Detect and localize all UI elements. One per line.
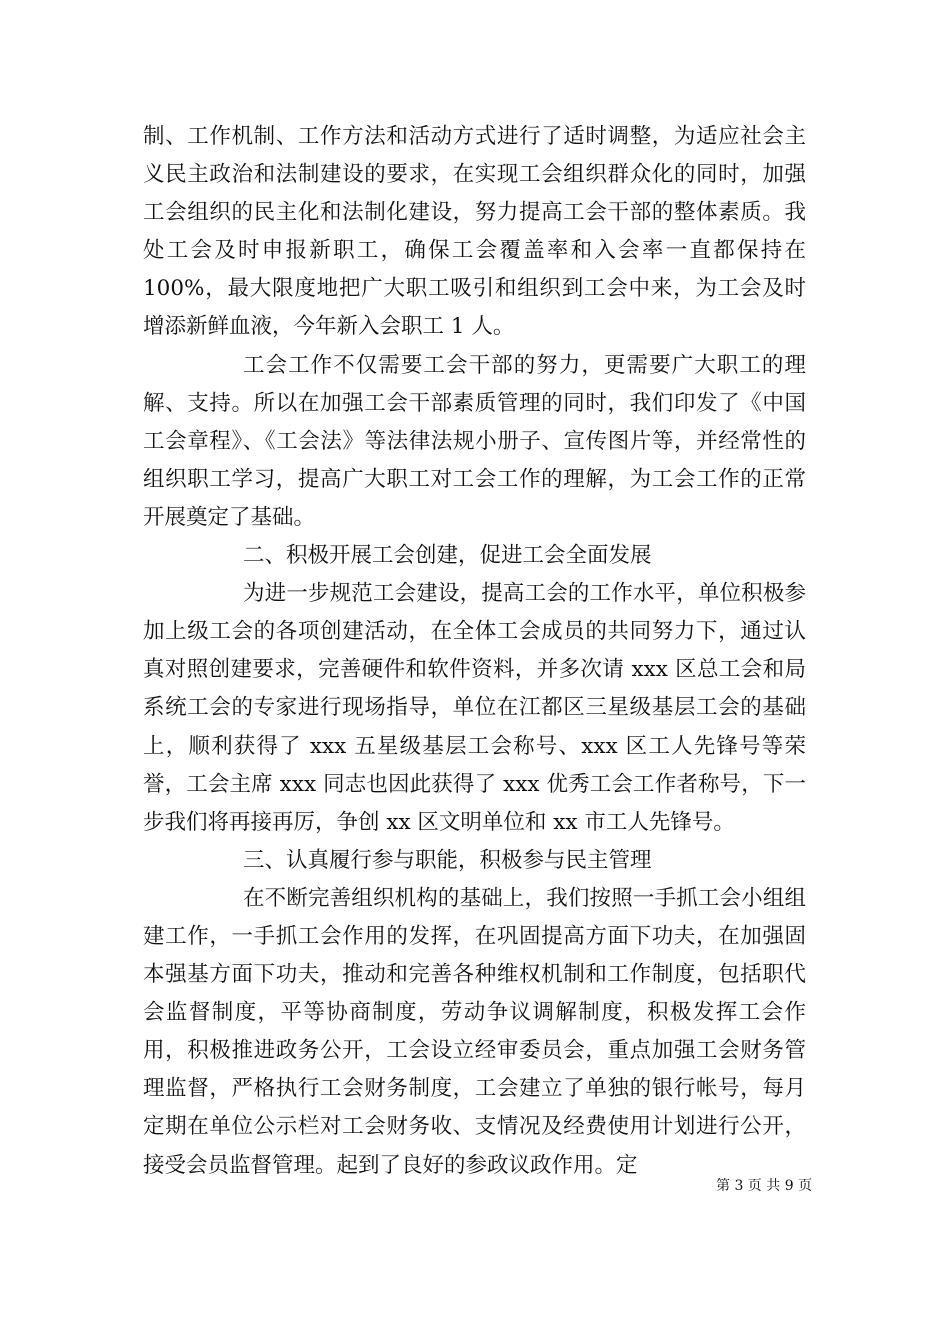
section-heading-2: 二、积极开展工会创建，促进工会全面发展 — [243, 543, 652, 569]
paragraph-democratic-management: 在不断完善组织机构的基础上，我们按照一手抓工会小组组建工作，一手抓工会作用的发挥，在巩固提高方面下功夫，在加强固本强基方面下功夫，推动和完善各种维权机制和工作制度，包括职代会监督制度，平等协商制度，劳动争议调解制度，积极发挥工会作用，积极推进政务公开，工会设立经审委员会，重点加强工会财务管理监督，严格执行工会财务制度，工会建立了单独的银行帐号，每月定期在单位公示栏对工会财务收、支情况及经费使用计划进行公开，接受会员监督管理。起到了良好的参政议政作用。定 — [143, 885, 806, 1178]
paragraph-union-support: 工会工作不仅需要工会干部的努力，更需要广大职工的理解、支持。所以在加强工会干部素质管理的同时，我们印发了《中国工会章程》、《工会法》等法律法规小册子、宣传图片等，并经常性的组织职工学习，提高广大职工对工会工作的理解，为工会工作的正常开展奠定了基础。 — [143, 352, 806, 530]
section-heading-3: 三、认真履行参与职能，积极参与民主管理 — [243, 847, 652, 873]
paragraph-continuation: 制、工作机制、工作方法和活动方式进行了适时调整，为适应社会主义民主政治和法制建设的要求，在实现工会组织群众化的同时，加强工会组织的民主化和法制化建设，努力提高工会干部的整体素质。我处工会及时申报新职工，确保工会覆盖率和入会率一直都保持在 100%，最大限度地把广大职工吸引和组织到工会中来，为工会及时增添新鲜血液，今年新入会职工 1 人。 — [143, 124, 806, 340]
page-number-footer: 第 3 页 共 9 页 — [716, 1178, 813, 1194]
paragraph-union-creation: 为进一步规范工会建设，提高工会的工作水平，单位积极参加上级工会的各项创建活动，在全体工会成员的共同努力下，通过认真对照创建要求，完善硬件和软件资料，并多次请 xxx 区总工会和局系统工会的专家进行现场指导，单位在江都区三星级基层工会的基础上，顺利获得了 xxx 五星级基层工会称号、xxx 区工人先锋号等荣誉，工会主席 xxx 同志也因此获得了 xxx 优秀工会工作者称号，下一步我们将再接再厉，争创 xx 区文明单位和 xx 市工人先锋号。 — [143, 581, 806, 835]
document-body — [143, 118, 806, 1185]
